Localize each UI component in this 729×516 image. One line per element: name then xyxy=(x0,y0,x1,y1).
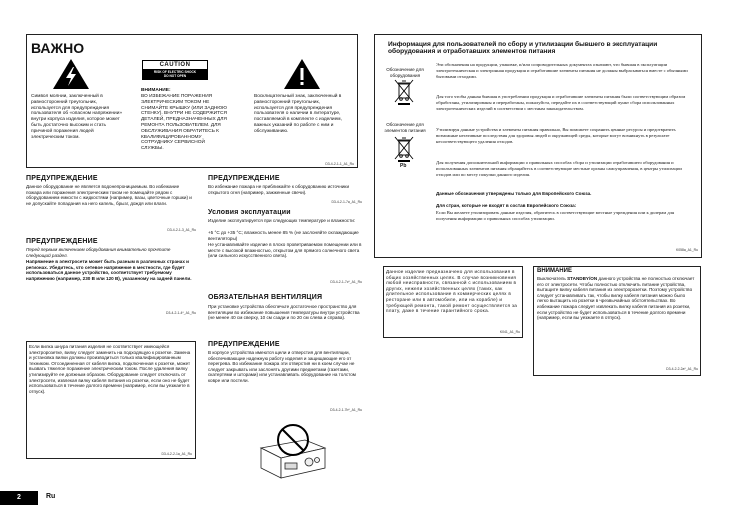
standby-switch-name: STANDBY/ON xyxy=(567,276,598,281)
warning1-ref: D3-4-2-1-3_A1_Ru xyxy=(167,228,196,232)
center-text: ВО ИЗБЕЖАНИЕ ПОРАЖЕНИЯ ЭЛЕКТРИЧЕСКИМ ТОКОМ НЕ СНИМАЙТЕ КРЫШКУ (ИЛИ ЗАДНЮЮ СТЕНКУ). ВНУТРИ НЕ СОДЕРЖИТСЯ ДЕТАЛЕЙ, ПРЕДНАЗНАЧЕННЫХ ДЛЯ РЕМОНТА ПОЛЬЗОВАТЕЛЕМ. ДЛЯ ОБСЛУЖИВАНИЯ ОБРАТИТЕСЬ К КВАЛИФИЦИРОВАННОМУ СОТРУДНИКУ СЕРВИСНОЙ СЛУЖБЫ. xyxy=(141,94,227,152)
operating-ref: D3-4-2-1-7c*_A1_Ru xyxy=(330,280,362,284)
warning2-italic: Перед первым включением оборудования внимательно прочтите следующий раздел. xyxy=(26,247,171,258)
exclamation-symbol-text: Восклицательный знак, заключенный в равносторонний треугольник, используется для предупреждения пользователя о наличии в литературе, поставляемой в комплекте с изделием, важных указаний по работе с ним и обслуживанию. xyxy=(254,94,342,134)
operating-text1: Изделие эксплуатируется при следующих температуре и влажности: xyxy=(208,218,356,223)
standby-ref: D3-4-2-2-2a*_A1_Ru xyxy=(666,367,698,371)
lightning-warning-icon xyxy=(52,58,90,90)
operating-text3: Не устанавливайте изделие в плохо проветриваемом помещении или в месте с высокой влажностью, открытом для прямого солнечного света (или сильного искусственного света). xyxy=(208,242,362,259)
operating-heading: Условия эксплуатации xyxy=(208,209,291,216)
warning1-text: Данное оборудование не является водонепроницаемым. Во избежание пожара или поражения электрическим током не помещайте рядом с оборудованием емкости с жидкостями (например, вазы, цветочные горшки) и не допускайте попадания на него капель, брызг, дождя или влаги. xyxy=(26,184,192,206)
battery-bin-icon xyxy=(393,136,415,162)
disposal-p2: Для того чтобы данная бывшая в употреблении продукция и отработавшие элементы питания были соответствующим образом обработаны, утилизированы и переработаны, пожалуйста, передайте их в соответствующий пункт сбора использованных электротехнических изделий в соответствии с местным законодательством. xyxy=(436,94,686,111)
disposal-title: Информация для пользователей по сбору и утилизации бывшего в эксплуатации оборудования и отработавших элементов питания xyxy=(388,41,658,56)
exclamation-warning-icon xyxy=(283,58,321,90)
disposal-p4: Для получения дополнительной информации о правильных способах сбора и утилизации отработавшего оборудования и использованных элементов питания обращайтесь в соответствующие местные органы самоуправления, в центры утилизации отходов или по месту покупки данного изделия. xyxy=(436,160,682,177)
operating-text2: +5 °C до +35 °C; влажность менее 85 % (не заслоняйте охлаждающие вентиляторы) xyxy=(208,230,359,241)
important-title: ВАЖНО xyxy=(31,40,85,56)
disposal-ref: K058a_A1_Ru xyxy=(675,248,698,252)
warning4-text: В корпусе устройства имеются щели и отверстия для вентиляции, обеспечивающие надежную работу изделия и защищающие его от перегрева. Во избежание пожара эти отверстия ни в коем случае не следует закрывать или заслонять другими предметами (газетами, скатертями и шторами) или устанавливать оборудование на толстом ковре или постели. xyxy=(208,350,356,383)
plug-box-ref: D3-4-2-2-1a_A1_Ru xyxy=(161,452,192,456)
equipment-symbol-label: Обозначение для оборудования xyxy=(386,67,424,78)
ventilation-heading: ОБЯЗАТЕЛЬНАЯ ВЕНТИЛЯЦИЯ xyxy=(208,294,323,301)
warning4-heading: ПРЕДУПРЕЖДЕНИЕ xyxy=(208,341,280,348)
center-heading: ВНИМАНИЕ: xyxy=(141,88,171,93)
household-ref: K041_A1_Ru xyxy=(499,330,520,334)
disposal-p6-heading: Для стран, которые не входят в состав Европейского Союза: xyxy=(436,203,577,208)
warning3-text: Во избежание пожара не приближайте к оборудованию источники открытого огня (например, зажженные свечи). xyxy=(208,184,350,195)
warning4-ref: D3-4-2-1-7b*_A1_Ru xyxy=(330,408,362,412)
plug-box-text: Если вилка шнура питания изделия не соответствует имеющейся электророзетке, вилку следует заменить на подходящую к розетке. Замена и установка вилки должны производиться только квалифицированным техником. Отсоединенная от кабеля вилка, подключенная к розетке, может вызвать тяжелое поражение электрическим током. После удаления вилку утилизируйте ее должным образом. Оборудование следует отключать от электросети, извлекая вилку кабеля питания из розетки, если оно не будет использоваться в течение долгого времени (например, если вы уезжаете в отпуск). xyxy=(29,344,191,394)
receiver-prohibited-illustration xyxy=(253,418,331,482)
warning3-ref: D3-4-2-1-7a_A1_Ru xyxy=(331,200,362,204)
warning3-heading: ПРЕДУПРЕЖДЕНИЕ xyxy=(208,175,280,182)
caution-sub1: RISK OF ELECTRIC SHOCK xyxy=(153,70,197,74)
caution-label xyxy=(142,60,208,80)
disposal-p6: Если Вы желаете утилизировать данные изделия, обратитесь в соответствующие местные учреждения или к дилерам для получения информации о правильных способах утилизации. xyxy=(436,210,675,221)
top-ref: D3-4-2-1-1_A1_Ru xyxy=(325,162,354,166)
ventilation-text: При установке устройства обеспечьте достаточное пространство для вентиляции во избежание повышения температуры внутри устройства (не менее 40 см сверху, 10 см сзади и по 20 см слева и справа). xyxy=(208,304,360,321)
caution-sub2: DO NOT OPEN xyxy=(163,74,187,78)
caution-title: CAUTION xyxy=(143,61,207,69)
household-text: Данное изделие предназначено для использования в общих хозяйственных целях. В случае возникновения любой неисправности, связанной с использованием в других, нежели хозяйственных целях (таких, как длительное использование в коммерческих целях в ресторане или в автомобиле, или на корабле) и требующей ремонта, такой ремонт осуществляется за плату, даже в течение гарантийного срока. xyxy=(386,269,518,314)
disposal-p3: Утилизируя данные устройства и элементы питания правильно, Вы поможете сохранить ценные ресурсы и предотвратить возможные негативные последствия для здоровья людей и окружающей среды, которые могут возникнуть в результате несоответствующего удаления отходов. xyxy=(436,127,676,144)
warning2-bold: Напряжение в электросети может быть разным в различных странах и регионах. Убедитесь, что сетевое напряжение в местности, где будет использоваться данное устройство, соответствует требуемому напряжению (например, 230 В или 120 В), указанному на задней панели. xyxy=(26,259,192,281)
battery-symbol-label: Обозначение для элементов питания xyxy=(384,122,426,133)
page-number: 2 xyxy=(0,491,38,505)
standby-text: Выключатель STANDBY/ON данного устройства не полностью отключает его от электросети. Чтобы полностью отключить питание устройства, вытащите вилку кабеля питания из электророзетки. Поэтому устройство следует устанавливать так, чтобы вилку кабеля питания можно было легко вытащить из розетки в чрезвычайных обстоятельствах. Во избежание пожара следует извлекать вилку кабеля питания из розетки, если устройство не будет использоваться в течение долгого времени (например, если вы уезжаете в отпуск). xyxy=(537,276,695,321)
language-code: Ru xyxy=(46,493,56,500)
lightning-symbol-text: Символ молнии, заключенный в равносторонний треугольник, используется для предупреждения пользователя об «опасном напряжении» внутри корпуса изделия, которое может быть достаточно высоким и стать причиной поражения людей электрическим током. xyxy=(31,94,123,140)
warning2-heading: ПРЕДУПРЕЖДЕНИЕ xyxy=(26,238,98,245)
disposal-p1: Эти обозначения на продукции, упаковке, и/или сопроводительных документах означают, что бывшая в эксплуатации электротехническая и электронная продукция и отработавшие элементы питания не должны выбрасываться вместе с обычными бытовыми отходами. xyxy=(436,62,688,79)
warning1-heading: ПРЕДУПРЕЖДЕНИЕ xyxy=(26,175,98,182)
warning2-ref: D3-4-2-1-4*_A1_Ru xyxy=(166,311,196,315)
crossed-bin-icon xyxy=(393,79,415,105)
disposal-p5: Данные обозначения утверждены только для Европейского Союза. xyxy=(436,191,592,196)
pb-label: Pb xyxy=(400,163,407,169)
standby-heading: ВНИМАНИЕ xyxy=(537,268,572,274)
